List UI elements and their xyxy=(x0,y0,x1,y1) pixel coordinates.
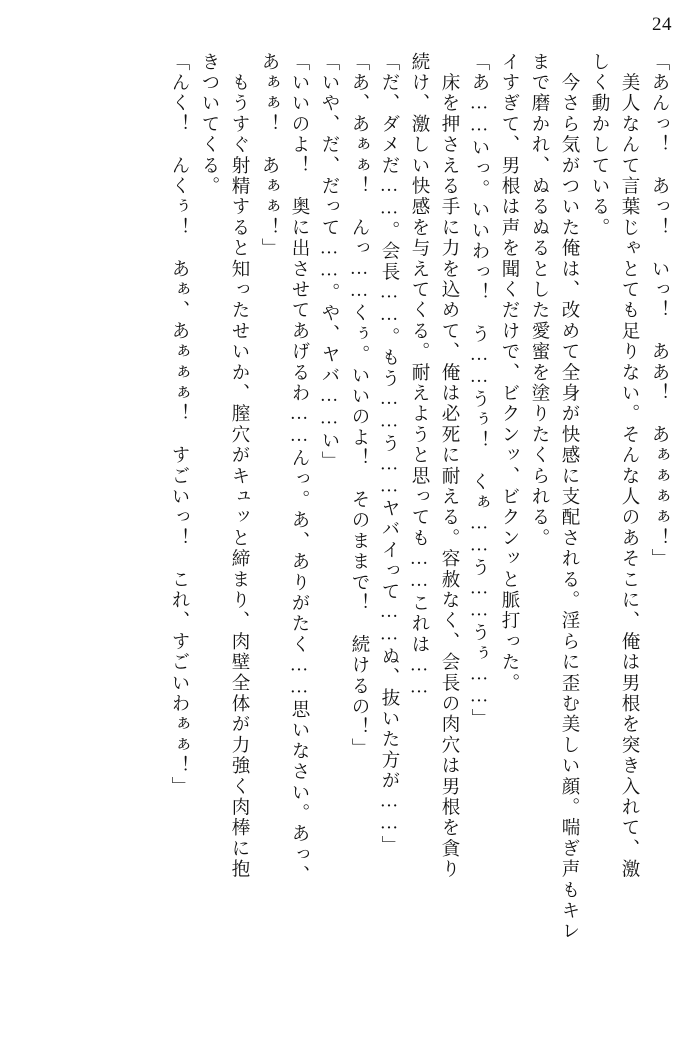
text-line: 「あ……いっ。いいわっ！ う……うぅ！ くぁ……う……うぅ……」 xyxy=(469,52,489,730)
text-line: しく動かしている。 xyxy=(589,52,609,239)
text-line: 「いや、だ、だって……。や、ヤバ……い」 xyxy=(319,52,339,472)
text-line: 床を押さえる手に力を込めて、俺は必死に耐える。容赦なく、会長の肉穴は男根を貪り xyxy=(439,52,459,880)
text-line: 「あ、あぁぁ！ んっ……くぅ。いいのよ！ そのままで！ 続けるの！」 xyxy=(349,52,369,759)
text-line: イすぎて、男根は声を聞くだけで、ビクンッ、ビクンッと脈打った。 xyxy=(499,52,519,694)
text-line: まで磨かれ、ぬるぬるとした愛蜜を塗りたくられる。 xyxy=(529,52,549,549)
text-line: あぁぁ！ あぁぁ！」 xyxy=(259,52,279,259)
text-line: 「だ、ダメだ……。会長……。もう……う……ヤバイって……ぬ、抜いた方が……」 xyxy=(379,52,399,857)
text-line: 「いいのよ！ 奥に出させてあげるわ……んっ。あ、ありがたく……思いなさい。あっ、 xyxy=(289,52,309,886)
vertical-text-body xyxy=(22,52,674,1032)
text-line: 続け、激しい快感を与えてくる。耐えようと思っても……これは…… xyxy=(409,52,429,700)
page-number: 24 xyxy=(652,14,672,35)
text-line: 今さら気がついた俺は、改めて全身が快感に支配される。淫らに歪む美しい顔。喘ぎ声もキレ xyxy=(559,52,579,943)
text-line: 美人なんて言葉じゃとても足りない。そんな人のあそこに、俺は男根を突き入れて、激 xyxy=(619,52,639,881)
text-line: もうすぐ射精すると知ったせいか、膣穴がキュッと締まり、肉壁全体が力強く肉棒に抱 xyxy=(229,52,249,880)
text-line: 「あんっ！ あっ！ いっ！ ああ！ あぁぁぁぁ！」 xyxy=(649,52,669,570)
text-line: きついてくる。 xyxy=(199,52,219,197)
text-line: 「んく！ んくぅ！ あぁ、あぁぁぁ！ すごいっ！ これ、すごいわぁぁ！」 xyxy=(169,52,189,798)
